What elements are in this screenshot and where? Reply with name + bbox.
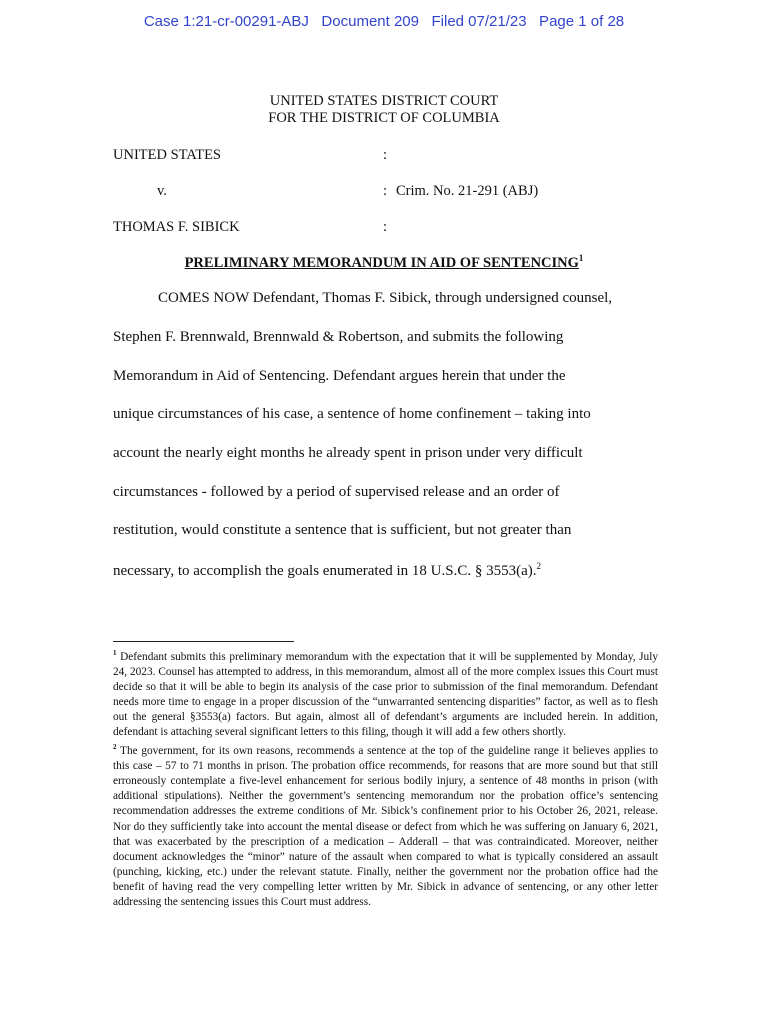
footnote-1 [113,646,658,740]
footnote-ref-1: 1 [578,253,584,263]
caption-case-number: Crim. No. 21-291 (ABJ) [396,183,539,199]
body-line: COMES NOW Defendant, Thomas F. Sibick, through undersigned counsel, [158,290,613,306]
body-line: circumstances - followed by a period of supervised release and an order of [113,484,560,500]
court-heading [0,93,768,127]
court-name-line: UNITED STATES DISTRICT COURT [269,93,499,109]
caption-colon: : [383,147,388,163]
caption-colon: : [383,183,388,199]
body-line: Stephen F. Brennwald, Brennwald & Robertson, and submits the following [113,329,564,345]
body-line: Memorandum in Aid of Sentencing. Defendant argues herein that under the [113,368,566,384]
footnote-marker: 1 [113,649,117,657]
court-district-line: FOR THE DISTRICT OF COLUMBIA [268,110,500,126]
body-line-text: necessary, to accomplish the goals enumerated in 18 U.S.C. § 3553(a). [113,563,537,579]
caption-versus: v. [157,183,167,199]
caption-defendant: THOMAS F. SIBICK [113,219,240,235]
footnote-text: Defendant submits this preliminary memorandum with the expectation that it will be supplemented by Monday, July 24, 2023. Counsel has attempted to address, in this memorandum, almost all of the more complex issues this Court must decide so that it will be able to begin its analysis of the case prior to submission of the final memorandum. Defendant needs more time to engage in a proper discussion of the “unwarranted sentencing disparities” factor, as well as to flesh out the general §3553(a) factors. But again, almost all of defendant’s arguments are included herein. In addition, defendant is attaching several significant letters to this filing, though it will add a few others shortly. [113,650,658,739]
footnote-ref-2: 2 [536,561,542,571]
footnote-2 [113,740,658,910]
document-title [0,253,768,272]
footnotes [113,646,658,910]
body-line: account the nearly eight months he already spent in prison under very difficult [113,445,583,461]
footnote-marker: 2 [113,743,117,752]
body-line-last [113,561,541,580]
body-line: restitution, would constitute a sentence that is sufficient, but not greater than [113,522,572,538]
footnote-text: The government, for its own reasons, recommends a sentence at the top of the guideline range it believes applies to this case – 57 to 71 months in prison. The probation office recommends, for reasons that are more sound but that still erroneously contemplate a five-level enhancement for serious bodily injury, a sentence of 48 months in prison (with additional stipulations). Neither the government’s sentencing memorandum nor the probation office’s sentencing recommendation addresses the extreme conditions of Mr. Sibick’s confinement prior to his October 26, 2021, release. Nor do they sufficiently take into account the mental disease or defect from which he was suffering on January 6, 2021, that was exacerbated by the prescription of a medication – Adderall – that was contraindicated. Moreover, neither document acknowledges the “minor” nature of the assault when compared to what is typically considered an assault (punching, kicking, etc.) under the relevant statute. Finally, neither the government nor the probation office had the benefit of having read the very compelling letter written by Mr. Sibick in advance of sentencing, or any other letter addressing the sentencing issues this Court must address. [113,745,658,909]
ecf-header-stamp: Case 1:21-cr-00291-ABJ Document 209 Filed 07/21/23 Page 1 of 28 [143,13,625,30]
document-title-text: PRELIMINARY MEMORANDUM IN AID OF SENTENCING [184,254,579,271]
caption-plaintiff: UNITED STATES [113,147,221,163]
caption-colon: : [383,219,388,235]
body-line: unique circumstances of his case, a sentence of home confinement – taking into [113,406,591,422]
footnote-separator [113,641,294,642]
